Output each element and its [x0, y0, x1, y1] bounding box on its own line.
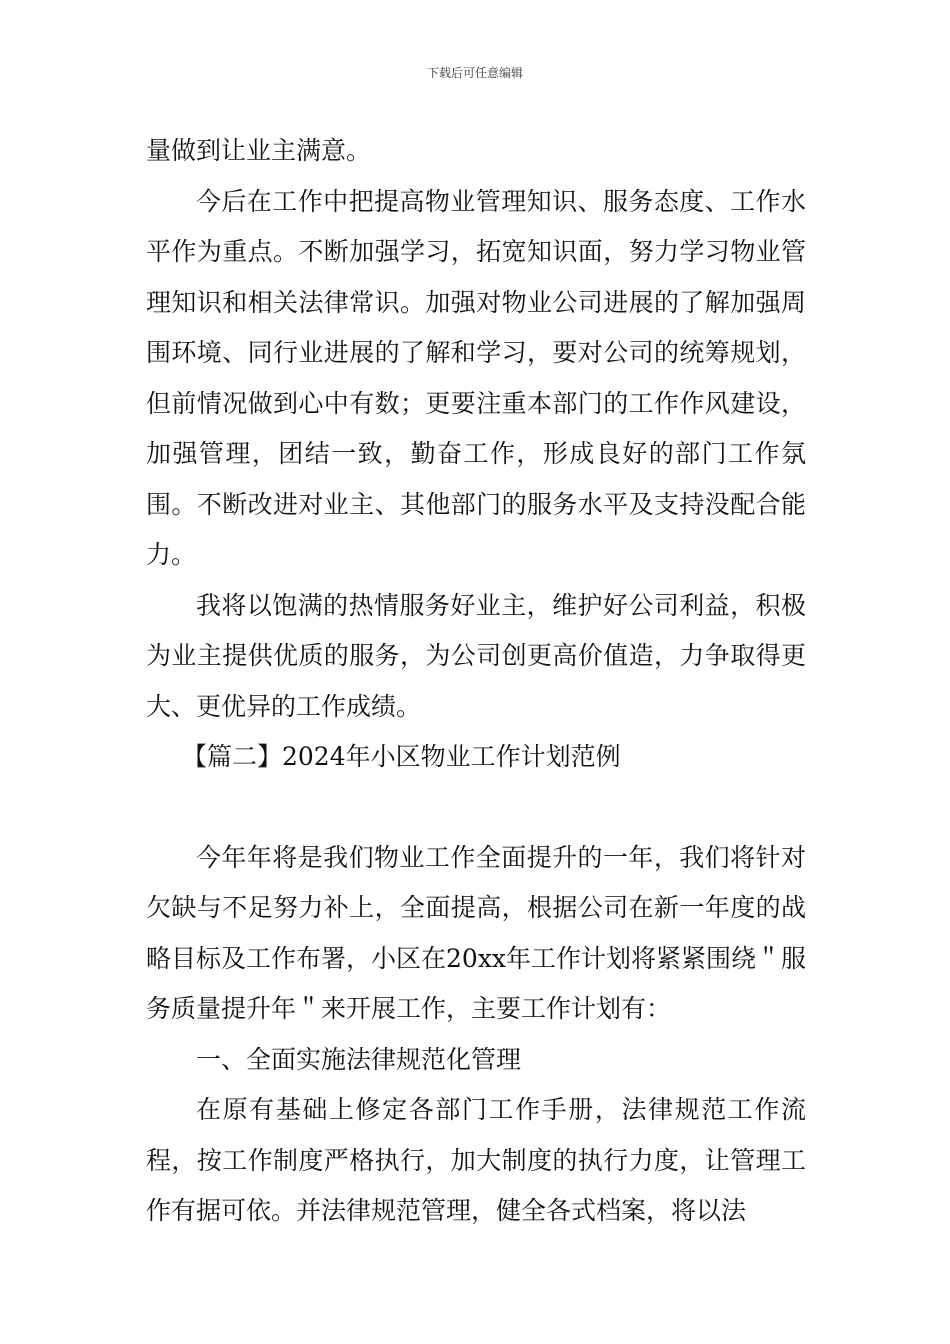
paragraph-plan-intro: 今年年将是我们物业工作全面提升的一年，我们将针对欠缺与不足努力补上，全面提高，根据公司在新一年度的战略目标及工作布署，小区在20xx年工作计划将紧紧围绕＂服务质量提升年＂来开展工作，主要工作计划有： — [146, 842, 807, 1023]
blank-line — [146, 783, 806, 833]
document-body — [146, 126, 806, 1237]
paragraph-commitment: 我将以饱满的热情服务好业主，维护好公司利益，积极为业主提供优质的服务，为公司创更高价值造，力争取得更大、更优异的工作成绩。 — [146, 590, 806, 721]
heading-legal-management: 一、全面实施法律规范化管理 — [196, 1044, 522, 1074]
paragraph-legal-management: 在原有基础上修定各部门工作手册，法律规范工作流程，按工作制度严格执行，加大制度的执行力度，让管理工作有据可依。并法律规范管理，健全各式档案，将以法 — [146, 1095, 806, 1225]
page-header-note: 下载后可任意编辑 — [426, 66, 523, 80]
paragraph-future-work: 今后在工作中把提高物业管理知识、服务态度、工作水平作为重点。不断加强学习，拓宽知识面，努力学习物业管理知识和相关法律常识。加强对物业公司进展的了解加强周围环境、同行业进展的了解和学习，要对公司的统筹规划，但前情况做到心中有数；更要注重本部门的工作作风建设，加强管理，团结一致，勤奋工作，形成良好的部门工作氛围。不断改进对业主、其他部门的服务水平及支持没配合能力。 — [146, 186, 806, 569]
paragraph-continuation: 量做到让业主满意。 — [146, 136, 372, 165]
section-title: 【篇二】2024年小区物业工作计划范例 — [182, 742, 621, 771]
